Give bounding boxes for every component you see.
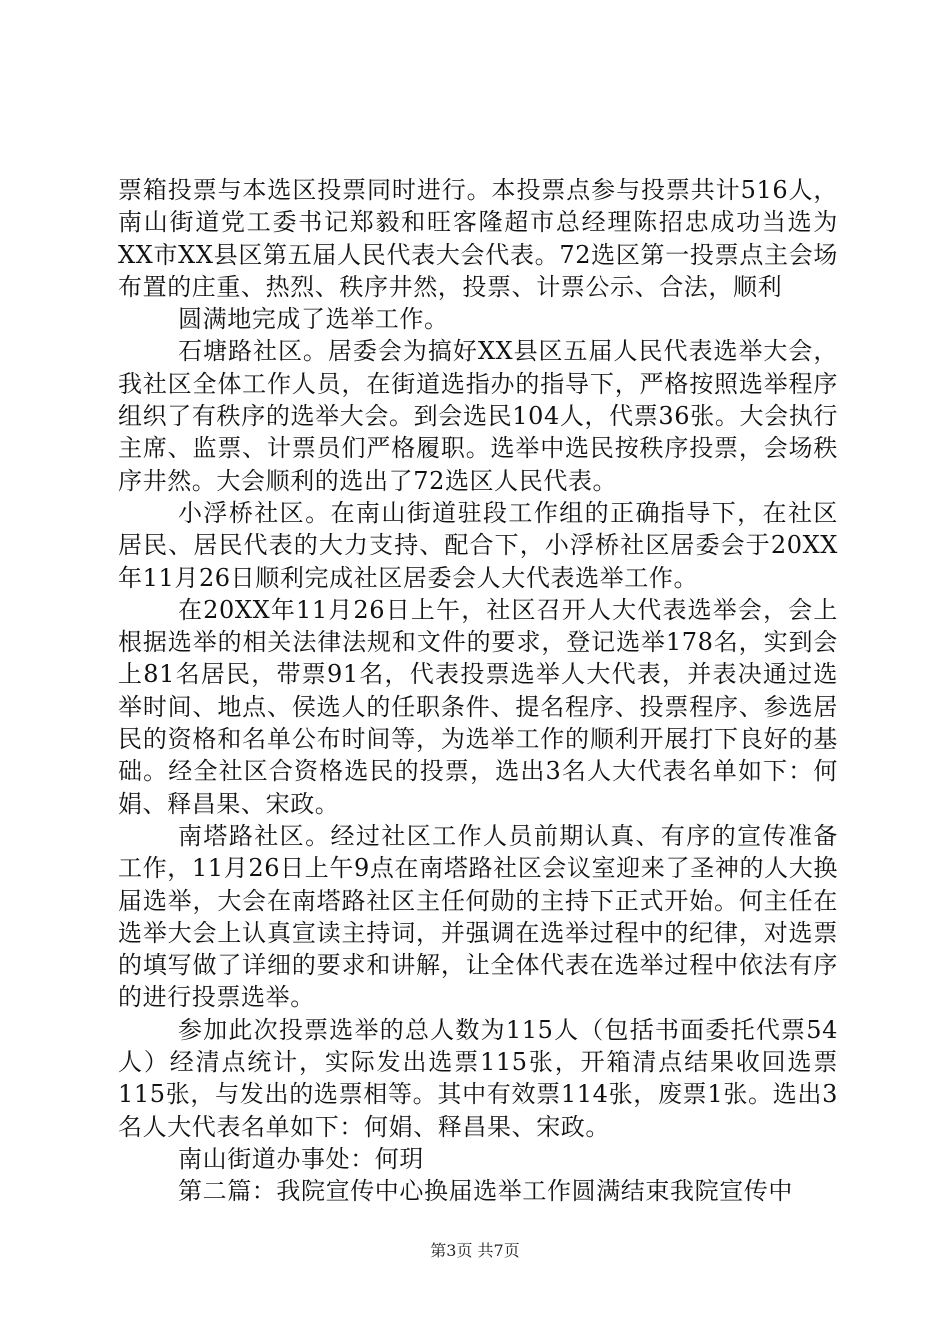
paragraph-8-signature: 南山街道办事处：何玥 [178, 1144, 424, 1173]
paragraph-2: 圆满地完成了选举工作。 [178, 305, 449, 334]
paragraph-3: 石塘路社区。居委会为搞好XX县区五届人民代表选举大会，我社区全体工作人员，在街道选指办的指导下，严格按照选举程序组织了有秩序的选举大会。到会选民104人，代票36张。大会执行主席、监票、计票员们严格履职。选举中选民按秩序投票，会场秩序井然。大会顺利的选出了72选区人民代表。 [118, 337, 838, 495]
paragraph-6: 南塔路社区。经过社区工作人员前期认真、有序的宣传准备工作，11月26日上午9点在南塔路社区会议室迎来了圣神的人大换届选举，大会在南塔路社区主任何勋的主持下正式开始。何主任在选举大会上认真宣读主持词，并强调在选举过程中的纪律，对选票的填写做了详细的要求和讲解，让全体代表在选举过程中依法有序的进行投票选举。 [118, 821, 838, 1012]
paragraph-5: 在20XX年11月26日上午，社区召开人大代表选举会，会上根据选举的相关法律法规和文件的要求，登记选举178名，实到会上81名居民，带票91名，代表投票选举人大代表，并表决通过选举时间、地点、侯选人的任职条件、提名程序、投票程序、参选居民的资格和名单公布时间等，为选举工作的顺利开展打下良好的基础。经全社区合资格选民的投票，选出3名人大代表名单如下：何娟、释昌果、宋政。 [118, 595, 838, 818]
paragraph-9-next-article: 第二篇：我院宣传中心换届选举工作圆满结束我院宣传中 [178, 1177, 793, 1206]
page-number-footer: 第3页 共7页 [430, 1241, 520, 1260]
document-body [118, 174, 838, 1208]
paragraph-7: 参加此次投票选举的总人数为115人（包括书面委托代票54人）经清点统计，实际发出选票115张，开箱清点结果收回选票115张，与发出的选票相等。其中有效票114张，废票1张。选出3名人大代表名单如下：何娟、释昌果、宋政。 [118, 1015, 838, 1141]
paragraph-4: 小浮桥社区。在南山街道驻段工作组的正确指导下，在社区居民、居民代表的大力支持、配合下，小浮桥社区居委会于20XX年11月26日顺利完成社区居委会人大代表选举工作。 [118, 498, 838, 592]
paragraph-1: 票箱投票与本选区投票同时进行。本投票点参与投票共计516人，南山街道党工委书记郑毅和旺客隆超市总经理陈招忠成功当选为XX市XX县区第五届人民代表大会代表。72选区第一投票点主会场布置的庄重、热烈、秩序井然，投票、计票公示、合法，顺利 [118, 176, 838, 301]
